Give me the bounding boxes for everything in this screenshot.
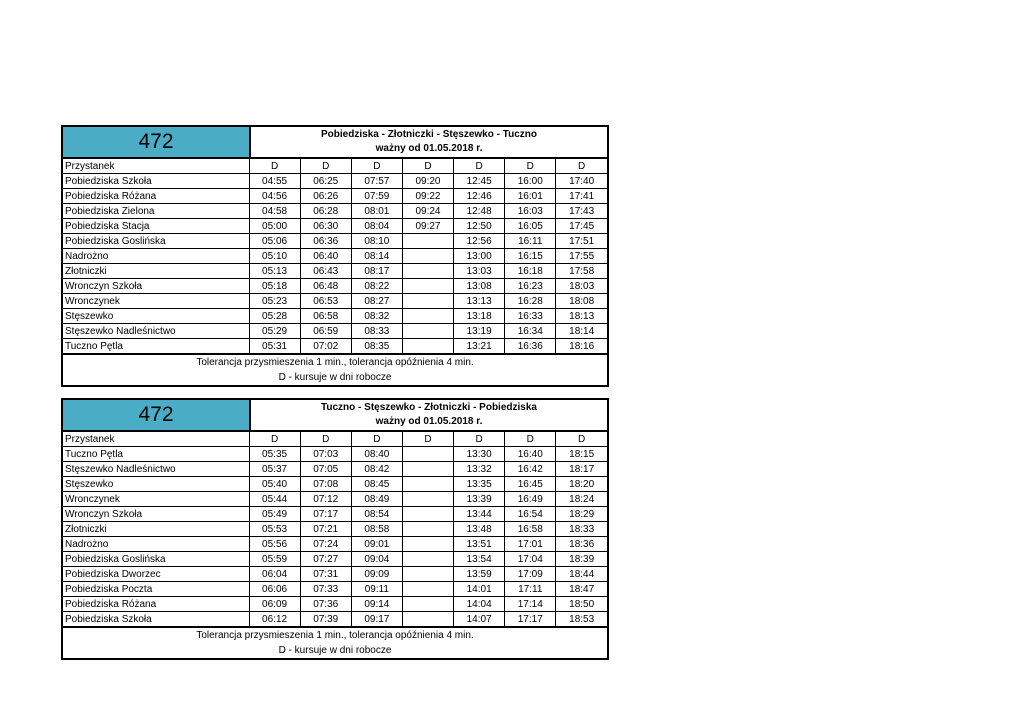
table-row (63, 219, 607, 234)
departure-time: 17:17 (505, 612, 556, 627)
departure-time: 14:07 (454, 612, 505, 627)
table-row (63, 492, 607, 507)
stop-name: Wronczyn Szkoła (63, 507, 249, 522)
departure-time: 13:44 (454, 507, 505, 522)
departure-time: 04:56 (249, 189, 300, 204)
departure-time: 16:18 (505, 264, 556, 279)
schedule-table (63, 159, 607, 354)
departure-time (402, 264, 453, 279)
departure-time: 09:04 (351, 552, 402, 567)
stop-name: Pobiedziska Szkoła (63, 612, 249, 627)
departure-time: 07:57 (351, 174, 402, 189)
departure-time: 13:32 (454, 462, 505, 477)
departure-time: 06:53 (300, 294, 351, 309)
departure-time: 06:04 (249, 567, 300, 582)
line-number: 472 (63, 400, 251, 430)
departure-time: 17:41 (556, 189, 607, 204)
departure-time: 16:45 (505, 477, 556, 492)
departure-time: 06:58 (300, 309, 351, 324)
departure-time: 13:51 (454, 537, 505, 552)
day-code: D (402, 432, 453, 447)
departure-time: 16:33 (505, 309, 556, 324)
departure-time: 08:17 (351, 264, 402, 279)
departure-time: 18:20 (556, 477, 607, 492)
stop-name: Pobiedziska Goslińska (63, 234, 249, 249)
departure-time: 14:04 (454, 597, 505, 612)
day-code: D (300, 432, 351, 447)
table-row (63, 339, 607, 354)
table-row (63, 567, 607, 582)
departure-time: 06:28 (300, 204, 351, 219)
departure-time: 08:10 (351, 234, 402, 249)
departure-time: 04:55 (249, 174, 300, 189)
departure-time: 05:23 (249, 294, 300, 309)
departure-time: 05:31 (249, 339, 300, 354)
day-code: D (402, 159, 453, 174)
departure-time (402, 537, 453, 552)
departure-time: 17:45 (556, 219, 607, 234)
departure-time: 05:44 (249, 492, 300, 507)
departure-time (402, 447, 453, 462)
timetable-inbound (61, 398, 609, 660)
stop-name: Tuczno Pętla (63, 447, 249, 462)
departure-time: 12:46 (454, 189, 505, 204)
table-row (63, 522, 607, 537)
departure-time: 08:45 (351, 477, 402, 492)
departure-time: 17:01 (505, 537, 556, 552)
departure-time: 13:08 (454, 279, 505, 294)
departure-time: 13:39 (454, 492, 505, 507)
departure-time (402, 492, 453, 507)
departure-time (402, 507, 453, 522)
departure-time: 07:21 (300, 522, 351, 537)
stop-name: Pobiedziska Poczta (63, 582, 249, 597)
timetable-footer (63, 354, 607, 385)
departure-time: 08:54 (351, 507, 402, 522)
departure-time: 16:49 (505, 492, 556, 507)
departure-time: 08:49 (351, 492, 402, 507)
departure-time: 08:22 (351, 279, 402, 294)
departure-time: 13:48 (454, 522, 505, 537)
departure-time: 18:36 (556, 537, 607, 552)
departure-time: 16:11 (505, 234, 556, 249)
departure-time: 08:27 (351, 294, 402, 309)
departure-time: 14:01 (454, 582, 505, 597)
departure-time: 18:15 (556, 447, 607, 462)
departure-time: 17:04 (505, 552, 556, 567)
departure-time (402, 582, 453, 597)
tolerance-note: Tolerancja przysmieszenia 1 min., tolerancja opóźnienia 4 min. (196, 630, 474, 641)
valid-from: ważny od 01.05.2018 r. (375, 143, 483, 154)
departure-time: 06:30 (300, 219, 351, 234)
departure-time: 13:21 (454, 339, 505, 354)
departure-time: 06:48 (300, 279, 351, 294)
departure-time: 16:42 (505, 462, 556, 477)
route-title: Pobiedziska - Złotniczki - Stęszewko - Tuczno (321, 129, 537, 140)
stop-name: Złotniczki (63, 264, 249, 279)
departure-time (402, 477, 453, 492)
stop-name: Stęszewko Nadleśnictwo (63, 324, 249, 339)
stop-name: Pobiedziska Stacja (63, 219, 249, 234)
stop-name: Stęszewko Nadleśnictwo (63, 462, 249, 477)
departure-time (402, 522, 453, 537)
departure-time (402, 567, 453, 582)
departure-time: 13:35 (454, 477, 505, 492)
departure-time: 05:49 (249, 507, 300, 522)
stop-name: Stęszewko (63, 309, 249, 324)
departure-time (402, 552, 453, 567)
departure-time: 07:31 (300, 567, 351, 582)
departure-time: 06:26 (300, 189, 351, 204)
departure-time: 07:36 (300, 597, 351, 612)
departure-time (402, 612, 453, 627)
tolerance-note: Tolerancja przysmieszenia 1 min., tolerancja opóźnienia 4 min. (196, 357, 474, 368)
stop-name: Złotniczki (63, 522, 249, 537)
stop-name: Tuczno Pętla (63, 339, 249, 354)
departure-time: 09:17 (351, 612, 402, 627)
line-number: 472 (63, 127, 251, 157)
departure-time: 13:59 (454, 567, 505, 582)
route-info (251, 127, 607, 157)
table-row (63, 552, 607, 567)
departure-time: 18:50 (556, 597, 607, 612)
departure-time: 06:09 (249, 597, 300, 612)
departure-time: 18:14 (556, 324, 607, 339)
departure-time: 05:18 (249, 279, 300, 294)
departure-time: 05:28 (249, 309, 300, 324)
departure-time: 16:23 (505, 279, 556, 294)
table-row (63, 507, 607, 522)
table-row (63, 612, 607, 627)
table-header-row (63, 432, 607, 447)
departure-time: 17:14 (505, 597, 556, 612)
departure-time: 09:24 (402, 204, 453, 219)
departure-time: 05:59 (249, 552, 300, 567)
departure-time: 13:03 (454, 264, 505, 279)
departure-time: 16:36 (505, 339, 556, 354)
table-header-row (63, 159, 607, 174)
departure-time: 08:58 (351, 522, 402, 537)
table-row (63, 582, 607, 597)
stop-name: Pobiedziska Różana (63, 597, 249, 612)
departure-time: 05:53 (249, 522, 300, 537)
timetable-footer (63, 627, 607, 658)
stop-name: Wronczyn Szkoła (63, 279, 249, 294)
table-row (63, 249, 607, 264)
departure-time: 09:14 (351, 597, 402, 612)
departure-time: 05:06 (249, 234, 300, 249)
departure-time: 13:00 (454, 249, 505, 264)
day-code: D (505, 432, 556, 447)
route-title: Tuczno - Stęszewko - Złotniczki - Pobiedziska (321, 402, 537, 413)
departure-time (402, 309, 453, 324)
departure-time: 05:35 (249, 447, 300, 462)
stop-name: Pobiedziska Zielona (63, 204, 249, 219)
column-header-stop: Przystanek (63, 159, 249, 174)
departure-time: 07:39 (300, 612, 351, 627)
departure-time: 06:36 (300, 234, 351, 249)
table-row (63, 264, 607, 279)
departure-time: 05:00 (249, 219, 300, 234)
departure-time: 18:29 (556, 507, 607, 522)
departure-time: 06:43 (300, 264, 351, 279)
table-row (63, 324, 607, 339)
departure-time (402, 279, 453, 294)
departure-time: 07:24 (300, 537, 351, 552)
departure-time: 07:27 (300, 552, 351, 567)
departure-time (402, 294, 453, 309)
departure-time: 07:12 (300, 492, 351, 507)
departure-time: 07:02 (300, 339, 351, 354)
table-row (63, 189, 607, 204)
stop-name: Wronczynek (63, 294, 249, 309)
departure-time: 17:43 (556, 204, 607, 219)
departure-time: 09:09 (351, 567, 402, 582)
timetable-header (63, 400, 607, 432)
departure-time: 17:09 (505, 567, 556, 582)
stop-name: Pobiedziska Dworzec (63, 567, 249, 582)
timetable-header (63, 127, 607, 159)
departure-time: 18:03 (556, 279, 607, 294)
departure-time: 16:01 (505, 189, 556, 204)
legend-note: D - kursuje w dni robocze (278, 645, 392, 656)
departure-time: 16:54 (505, 507, 556, 522)
day-code: D (351, 432, 402, 447)
departure-time: 17:58 (556, 264, 607, 279)
departure-time: 16:00 (505, 174, 556, 189)
day-code: D (505, 159, 556, 174)
day-code: D (351, 159, 402, 174)
departure-time: 18:47 (556, 582, 607, 597)
legend-note: D - kursuje w dni robocze (278, 372, 392, 383)
departure-time: 13:54 (454, 552, 505, 567)
departure-time: 18:53 (556, 612, 607, 627)
departure-time: 12:56 (454, 234, 505, 249)
day-code: D (249, 432, 300, 447)
stop-name: Wronczynek (63, 492, 249, 507)
stop-name: Pobiedziska Różana (63, 189, 249, 204)
departure-time: 08:04 (351, 219, 402, 234)
table-row (63, 294, 607, 309)
departure-time: 16:15 (505, 249, 556, 264)
departure-time: 08:35 (351, 339, 402, 354)
day-code: D (556, 432, 607, 447)
departure-time: 05:40 (249, 477, 300, 492)
departure-time: 05:37 (249, 462, 300, 477)
departure-time: 05:13 (249, 264, 300, 279)
departure-time: 18:24 (556, 492, 607, 507)
valid-from: ważny od 01.05.2018 r. (375, 416, 483, 427)
table-row (63, 447, 607, 462)
departure-time: 07:33 (300, 582, 351, 597)
departure-time: 06:59 (300, 324, 351, 339)
departure-time: 17:40 (556, 174, 607, 189)
departure-time: 07:59 (351, 189, 402, 204)
departure-time: 08:01 (351, 204, 402, 219)
departure-time: 18:33 (556, 522, 607, 537)
departure-time: 12:50 (454, 219, 505, 234)
stop-name: Pobiedziska Szkoła (63, 174, 249, 189)
departure-time: 16:05 (505, 219, 556, 234)
departure-time: 16:34 (505, 324, 556, 339)
table-row (63, 537, 607, 552)
table-row (63, 234, 607, 249)
departure-time: 13:13 (454, 294, 505, 309)
departure-time: 06:25 (300, 174, 351, 189)
departure-time: 07:17 (300, 507, 351, 522)
day-code: D (300, 159, 351, 174)
departure-time: 05:29 (249, 324, 300, 339)
departure-time: 16:28 (505, 294, 556, 309)
departure-time: 16:58 (505, 522, 556, 537)
departure-time: 09:20 (402, 174, 453, 189)
departure-time: 17:51 (556, 234, 607, 249)
departure-time (402, 597, 453, 612)
departure-time: 18:13 (556, 309, 607, 324)
table-row (63, 204, 607, 219)
stop-name: Nadrożno (63, 537, 249, 552)
table-row (63, 477, 607, 492)
departure-time: 18:08 (556, 294, 607, 309)
schedule-table (63, 432, 607, 627)
departure-time: 13:19 (454, 324, 505, 339)
departure-time: 06:12 (249, 612, 300, 627)
departure-time: 17:11 (505, 582, 556, 597)
departure-time: 17:55 (556, 249, 607, 264)
departure-time: 08:33 (351, 324, 402, 339)
table-row (63, 309, 607, 324)
timetable-outbound (61, 125, 609, 387)
departure-time: 07:05 (300, 462, 351, 477)
departure-time: 09:01 (351, 537, 402, 552)
departure-time: 12:48 (454, 204, 505, 219)
table-row (63, 597, 607, 612)
departure-time: 16:03 (505, 204, 556, 219)
departure-time: 08:14 (351, 249, 402, 264)
day-code: D (249, 159, 300, 174)
departure-time: 09:27 (402, 219, 453, 234)
departure-time: 13:30 (454, 447, 505, 462)
table-row (63, 462, 607, 477)
departure-time (402, 339, 453, 354)
departure-time: 16:40 (505, 447, 556, 462)
departure-time (402, 234, 453, 249)
departure-time: 06:06 (249, 582, 300, 597)
departure-time (402, 249, 453, 264)
day-code: D (454, 159, 505, 174)
departure-time: 18:39 (556, 552, 607, 567)
departure-time (402, 462, 453, 477)
table-row (63, 174, 607, 189)
departure-time: 09:11 (351, 582, 402, 597)
departure-time: 13:18 (454, 309, 505, 324)
stop-name: Nadrożno (63, 249, 249, 264)
departure-time: 06:40 (300, 249, 351, 264)
route-info (251, 400, 607, 430)
departure-time: 09:22 (402, 189, 453, 204)
departure-time: 18:16 (556, 339, 607, 354)
day-code: D (454, 432, 505, 447)
column-header-stop: Przystanek (63, 432, 249, 447)
day-code: D (556, 159, 607, 174)
departure-time: 05:10 (249, 249, 300, 264)
departure-time: 12:45 (454, 174, 505, 189)
departure-time: 08:32 (351, 309, 402, 324)
departure-time: 08:42 (351, 462, 402, 477)
departure-time: 07:08 (300, 477, 351, 492)
departure-time: 18:17 (556, 462, 607, 477)
departure-time (402, 324, 453, 339)
stop-name: Pobiedziska Goslińska (63, 552, 249, 567)
departure-time: 07:03 (300, 447, 351, 462)
stop-name: Stęszewko (63, 477, 249, 492)
departure-time: 18:44 (556, 567, 607, 582)
departure-time: 04:58 (249, 204, 300, 219)
departure-time: 05:56 (249, 537, 300, 552)
departure-time: 08:40 (351, 447, 402, 462)
table-row (63, 279, 607, 294)
